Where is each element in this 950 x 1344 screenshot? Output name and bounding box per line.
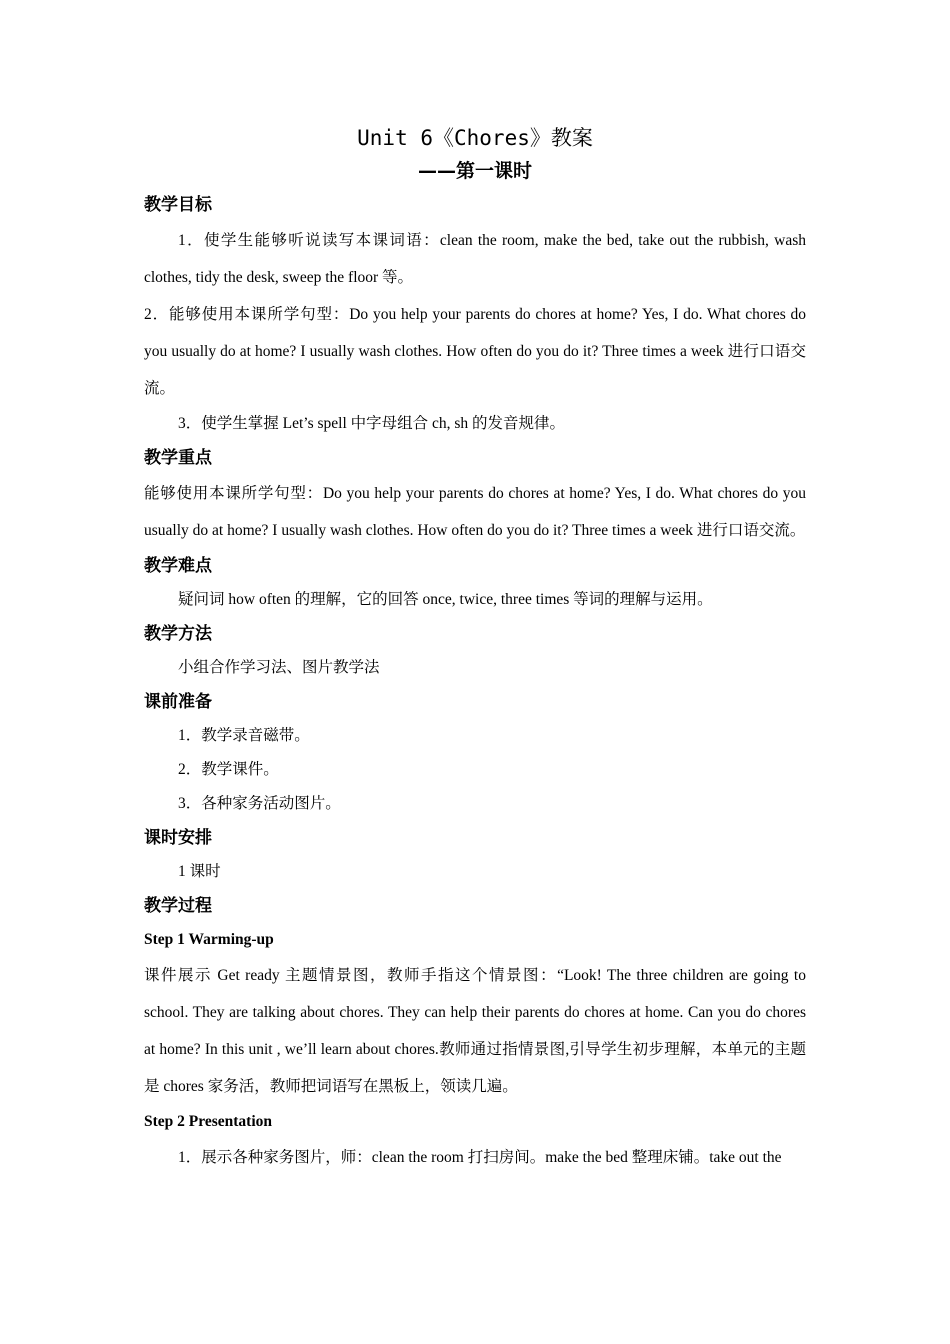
step-2-text: 1．展示各种家务图片，师：clean the room 打扫房间。make the bed 整理床铺。take out the — [178, 1149, 782, 1166]
document-body — [144, 120, 806, 1176]
heading-preparation: 课前准备 — [144, 692, 212, 712]
heading-process: 教学过程 — [144, 896, 212, 916]
objective-item-3: 3．使学生掌握 Let’s spell 中字母组合 ch, sh 的发音规律。 — [178, 415, 566, 432]
heading-difficulties: 教学难点 — [144, 556, 212, 576]
objective-item-2: 2．能够使用本课所学句型：Do you help your parents do chores at home? Yes, I do. What chores do you usually do at home? I usually wash clothes. How often do you do it? Three times a week 进行口语交流。 — [144, 306, 806, 397]
heading-schedule: 课时安排 — [144, 828, 212, 848]
schedule-text: 1 课时 — [178, 863, 221, 880]
step-1-text: 课件展示 Get ready 主题情景图，教师手指这个情景图：“Look! The three children are going to school. They are talking about chores. They can help their parents do chores at home. Can you do chores at home? In this unit , we’ll learn about chores.教师通过指情景图,引导学生初步理解，本单元的主题是 chores 家务活，教师把词语写在黑板上，领读几遍。 — [144, 967, 806, 1095]
methods-text: 小组合作学习法、图片教学法 — [178, 659, 380, 676]
objective-item-1: 1．使学生能够听说读写本课词语：clean the room, make the bed, take out the rubbish, wash clothes, tidy the desk, sweep the floor 等。 — [144, 232, 806, 286]
document-subtitle: ——第一课时 — [417, 160, 532, 182]
heading-key-points: 教学重点 — [144, 448, 212, 468]
heading-objectives: 教学目标 — [144, 195, 212, 215]
key-points-text: 能够使用本课所学句型：Do you help your parents do chores at home? Yes, I do. What chores do you usually do at home? I usually wash clothes. How often do you do it? Three times a week 进行口语交流。 — [144, 485, 806, 539]
preparation-item-1: 1．教学录音磁带。 — [178, 727, 310, 744]
preparation-item-3: 3．各种家务活动图片。 — [178, 795, 341, 812]
step-1-title: Step 1 Warming-up — [144, 931, 274, 948]
step-2-title: Step 2 Presentation — [144, 1113, 273, 1130]
preparation-item-2: 2．教学课件。 — [178, 761, 279, 778]
difficulties-text: 疑问词 how often 的理解，它的回答 once, twice, three times 等词的理解与运用。 — [178, 591, 713, 608]
heading-methods: 教学方法 — [144, 624, 212, 644]
document-title: Unit 6《Chores》教案 — [357, 126, 593, 150]
